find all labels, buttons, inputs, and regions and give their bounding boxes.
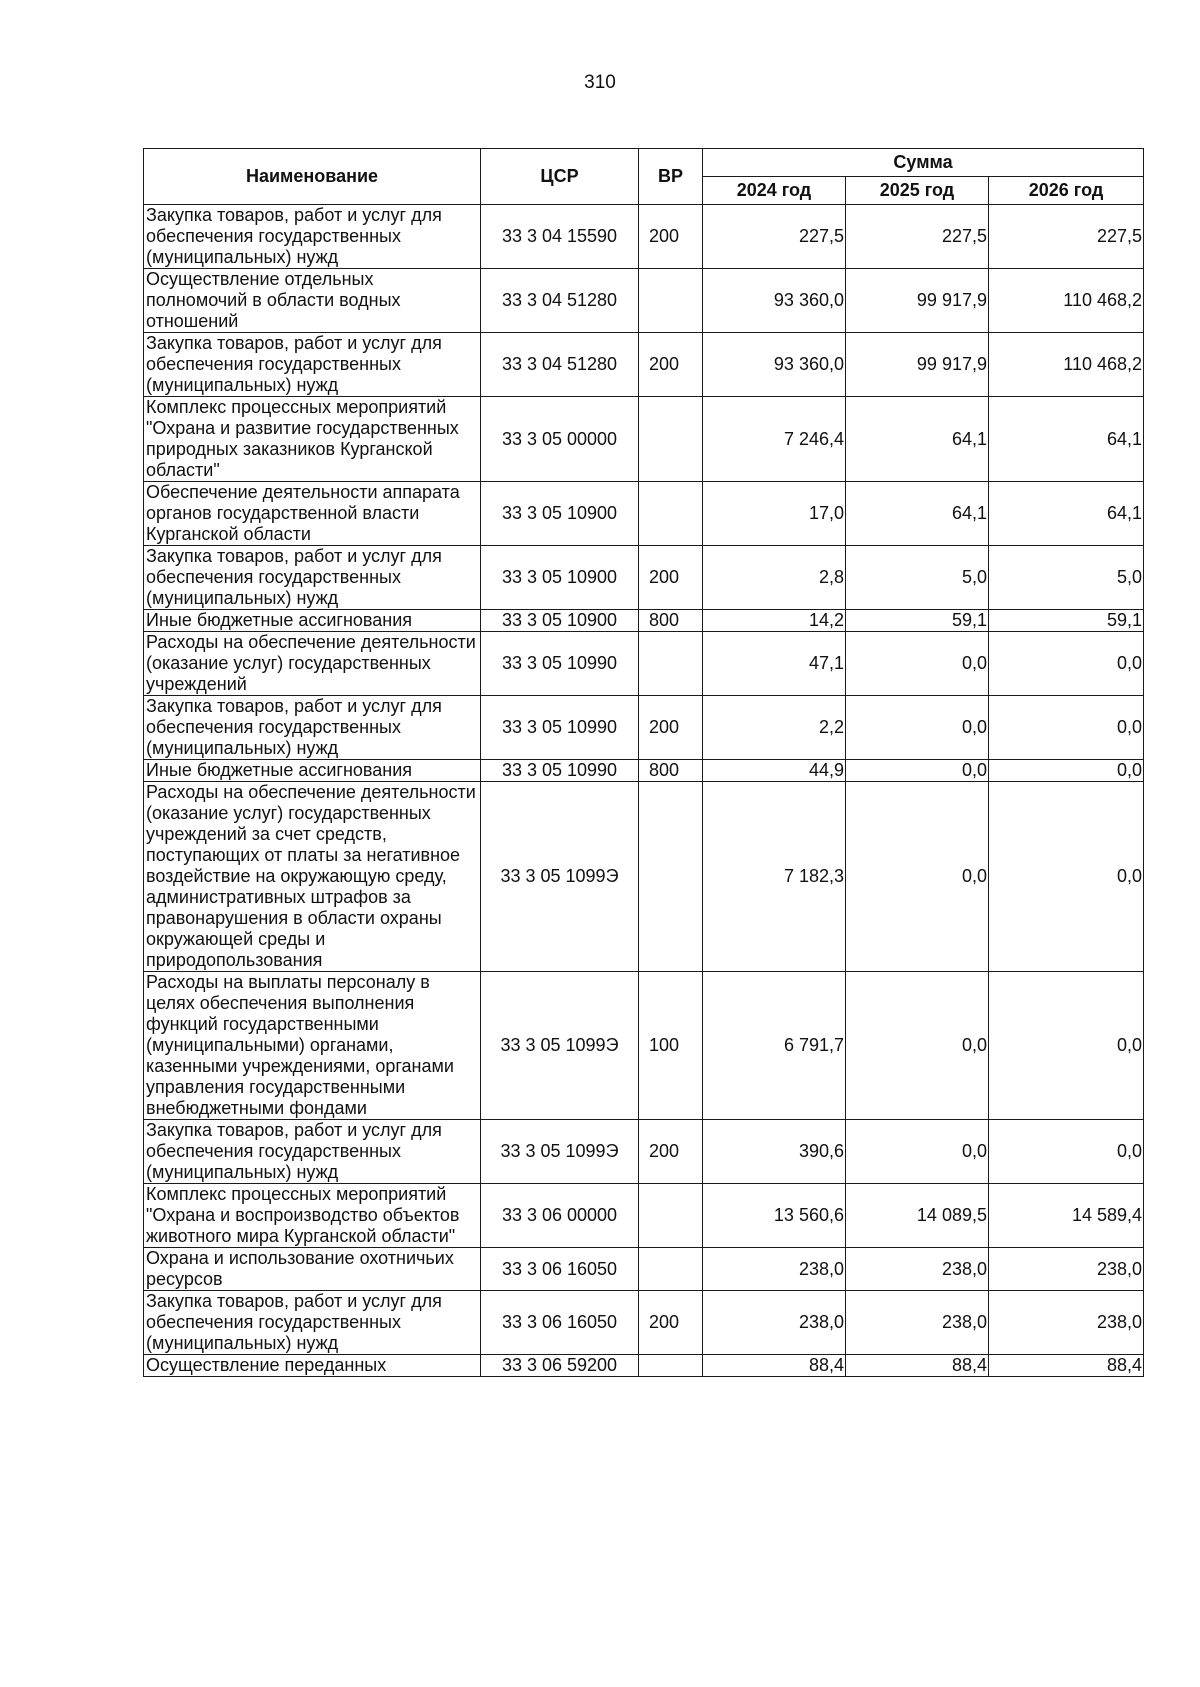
row-amount-2025: 0,0 bbox=[846, 696, 989, 760]
row-amount-2024: 93 360,0 bbox=[703, 269, 846, 333]
row-name: Охрана и использование охотничьих ресурсов bbox=[144, 1248, 481, 1291]
table-row bbox=[144, 1184, 1144, 1248]
table-row bbox=[144, 269, 1144, 333]
header-year-2026: 2026 год bbox=[989, 177, 1144, 205]
table-header bbox=[144, 149, 1144, 205]
row-amount-2024: 88,4 bbox=[703, 1355, 846, 1377]
row-name: Закупка товаров, работ и услуг для обеспечения государственных (муниципальных) нужд bbox=[144, 333, 481, 397]
header-vr: ВР bbox=[639, 149, 703, 205]
row-amount-2025: 0,0 bbox=[846, 632, 989, 696]
row-csr: 33 3 06 59200 bbox=[481, 1355, 639, 1377]
row-name: Закупка товаров, работ и услуг для обеспечения государственных (муниципальных) нужд bbox=[144, 546, 481, 610]
table-row bbox=[144, 482, 1144, 546]
table-row bbox=[144, 760, 1144, 782]
row-vr: 200 bbox=[639, 1291, 703, 1355]
budget-table bbox=[143, 148, 1144, 1377]
row-amount-2026: 0,0 bbox=[989, 696, 1144, 760]
table-row bbox=[144, 972, 1144, 1120]
row-amount-2026: 0,0 bbox=[989, 1120, 1144, 1184]
row-amount-2026: 238,0 bbox=[989, 1291, 1144, 1355]
row-name: Расходы на обеспечение деятельности (оказание услуг) государственных учреждений за счет средств, поступающих от платы за негативное воздействие на окружающую среду, административных штрафов за правонарушения в области охраны окружающей среды и природопользования bbox=[144, 782, 481, 972]
row-name: Закупка товаров, работ и услуг для обеспечения государственных (муниципальных) нужд bbox=[144, 696, 481, 760]
table-row bbox=[144, 610, 1144, 632]
row-csr: 33 3 05 10900 bbox=[481, 610, 639, 632]
table-body bbox=[144, 205, 1144, 1377]
row-vr bbox=[639, 269, 703, 333]
row-name: Осуществление переданных bbox=[144, 1355, 481, 1377]
row-name: Расходы на обеспечение деятельности (оказание услуг) государственных учреждений bbox=[144, 632, 481, 696]
row-csr: 33 3 05 10900 bbox=[481, 482, 639, 546]
row-csr: 33 3 05 10990 bbox=[481, 760, 639, 782]
row-csr: 33 3 05 10990 bbox=[481, 696, 639, 760]
row-amount-2025: 0,0 bbox=[846, 972, 989, 1120]
row-csr: 33 3 06 16050 bbox=[481, 1248, 639, 1291]
row-vr bbox=[639, 1355, 703, 1377]
row-csr: 33 3 05 10900 bbox=[481, 546, 639, 610]
row-name: Закупка товаров, работ и услуг для обеспечения государственных (муниципальных) нужд bbox=[144, 205, 481, 269]
table-row bbox=[144, 632, 1144, 696]
row-amount-2025: 238,0 bbox=[846, 1248, 989, 1291]
row-amount-2024: 7 246,4 bbox=[703, 397, 846, 482]
row-vr bbox=[639, 782, 703, 972]
row-csr: 33 3 05 1099Э bbox=[481, 782, 639, 972]
row-csr: 33 3 04 51280 bbox=[481, 269, 639, 333]
row-amount-2026: 110 468,2 bbox=[989, 333, 1144, 397]
row-amount-2025: 0,0 bbox=[846, 1120, 989, 1184]
row-amount-2026: 0,0 bbox=[989, 760, 1144, 782]
row-csr: 33 3 04 51280 bbox=[481, 333, 639, 397]
row-amount-2025: 64,1 bbox=[846, 482, 989, 546]
table-row bbox=[144, 1291, 1144, 1355]
row-amount-2024: 7 182,3 bbox=[703, 782, 846, 972]
row-vr: 200 bbox=[639, 1120, 703, 1184]
table-row bbox=[144, 1120, 1144, 1184]
row-amount-2026: 0,0 bbox=[989, 782, 1144, 972]
row-amount-2026: 110 468,2 bbox=[989, 269, 1144, 333]
row-amount-2024: 390,6 bbox=[703, 1120, 846, 1184]
table-row bbox=[144, 1355, 1144, 1377]
table-row bbox=[144, 397, 1144, 482]
row-amount-2024: 44,9 bbox=[703, 760, 846, 782]
row-amount-2025: 59,1 bbox=[846, 610, 989, 632]
table-row bbox=[144, 205, 1144, 269]
row-vr: 200 bbox=[639, 205, 703, 269]
header-name: Наименование bbox=[144, 149, 481, 205]
row-amount-2024: 2,2 bbox=[703, 696, 846, 760]
row-amount-2026: 88,4 bbox=[989, 1355, 1144, 1377]
row-name: Комплекс процессных мероприятий "Охрана и воспроизводство объектов животного мира Курганской области" bbox=[144, 1184, 481, 1248]
row-name: Комплекс процессных мероприятий "Охрана и развитие государственных природных заказников Курганской области" bbox=[144, 397, 481, 482]
row-amount-2024: 47,1 bbox=[703, 632, 846, 696]
row-amount-2025: 0,0 bbox=[846, 760, 989, 782]
row-csr: 33 3 04 15590 bbox=[481, 205, 639, 269]
row-amount-2025: 64,1 bbox=[846, 397, 989, 482]
table-row bbox=[144, 333, 1144, 397]
row-vr bbox=[639, 632, 703, 696]
row-amount-2026: 64,1 bbox=[989, 482, 1144, 546]
row-amount-2024: 13 560,6 bbox=[703, 1184, 846, 1248]
row-name: Иные бюджетные ассигнования bbox=[144, 610, 481, 632]
row-amount-2026: 64,1 bbox=[989, 397, 1144, 482]
row-vr: 800 bbox=[639, 760, 703, 782]
row-amount-2026: 0,0 bbox=[989, 972, 1144, 1120]
row-vr: 200 bbox=[639, 546, 703, 610]
row-amount-2025: 99 917,9 bbox=[846, 333, 989, 397]
header-year-2025: 2025 год bbox=[846, 177, 989, 205]
row-vr: 100 bbox=[639, 972, 703, 1120]
row-csr: 33 3 05 1099Э bbox=[481, 1120, 639, 1184]
row-amount-2024: 14,2 bbox=[703, 610, 846, 632]
row-vr: 200 bbox=[639, 696, 703, 760]
row-name: Осуществление отдельных полномочий в области водных отношений bbox=[144, 269, 481, 333]
row-amount-2026: 238,0 bbox=[989, 1248, 1144, 1291]
row-amount-2026: 227,5 bbox=[989, 205, 1144, 269]
row-csr: 33 3 06 00000 bbox=[481, 1184, 639, 1248]
table-row bbox=[144, 696, 1144, 760]
row-name: Расходы на выплаты персоналу в целях обеспечения выполнения функций государственными (муниципальными) органами, казенными учреждениями, органами управления государственными внебюджетными фондами bbox=[144, 972, 481, 1120]
row-name: Иные бюджетные ассигнования bbox=[144, 760, 481, 782]
row-amount-2024: 93 360,0 bbox=[703, 333, 846, 397]
table-row bbox=[144, 1248, 1144, 1291]
row-amount-2024: 238,0 bbox=[703, 1291, 846, 1355]
row-amount-2026: 5,0 bbox=[989, 546, 1144, 610]
row-name: Закупка товаров, работ и услуг для обеспечения государственных (муниципальных) нужд bbox=[144, 1120, 481, 1184]
header-sum: Сумма bbox=[703, 149, 1144, 177]
row-amount-2024: 17,0 bbox=[703, 482, 846, 546]
row-amount-2025: 238,0 bbox=[846, 1291, 989, 1355]
row-csr: 33 3 06 16050 bbox=[481, 1291, 639, 1355]
row-amount-2026: 14 589,4 bbox=[989, 1184, 1144, 1248]
row-csr: 33 3 05 10990 bbox=[481, 632, 639, 696]
row-amount-2025: 88,4 bbox=[846, 1355, 989, 1377]
row-amount-2024: 2,8 bbox=[703, 546, 846, 610]
row-vr: 800 bbox=[639, 610, 703, 632]
table-row bbox=[144, 782, 1144, 972]
row-vr bbox=[639, 1184, 703, 1248]
header-year-2024: 2024 год bbox=[703, 177, 846, 205]
header-csr: ЦСР bbox=[481, 149, 639, 205]
row-name: Закупка товаров, работ и услуг для обеспечения государственных (муниципальных) нужд bbox=[144, 1291, 481, 1355]
row-amount-2025: 5,0 bbox=[846, 546, 989, 610]
row-amount-2025: 227,5 bbox=[846, 205, 989, 269]
row-amount-2024: 227,5 bbox=[703, 205, 846, 269]
row-vr bbox=[639, 1248, 703, 1291]
row-amount-2024: 6 791,7 bbox=[703, 972, 846, 1120]
row-csr: 33 3 05 1099Э bbox=[481, 972, 639, 1120]
table-row bbox=[144, 546, 1144, 610]
row-vr bbox=[639, 482, 703, 546]
row-amount-2025: 14 089,5 bbox=[846, 1184, 989, 1248]
row-vr bbox=[639, 397, 703, 482]
row-amount-2025: 0,0 bbox=[846, 782, 989, 972]
row-amount-2025: 99 917,9 bbox=[846, 269, 989, 333]
row-amount-2026: 0,0 bbox=[989, 632, 1144, 696]
page-number: 310 bbox=[584, 72, 616, 93]
row-amount-2024: 238,0 bbox=[703, 1248, 846, 1291]
row-vr: 200 bbox=[639, 333, 703, 397]
row-name: Обеспечение деятельности аппарата органов государственной власти Курганской области bbox=[144, 482, 481, 546]
row-amount-2026: 59,1 bbox=[989, 610, 1144, 632]
row-csr: 33 3 05 00000 bbox=[481, 397, 639, 482]
